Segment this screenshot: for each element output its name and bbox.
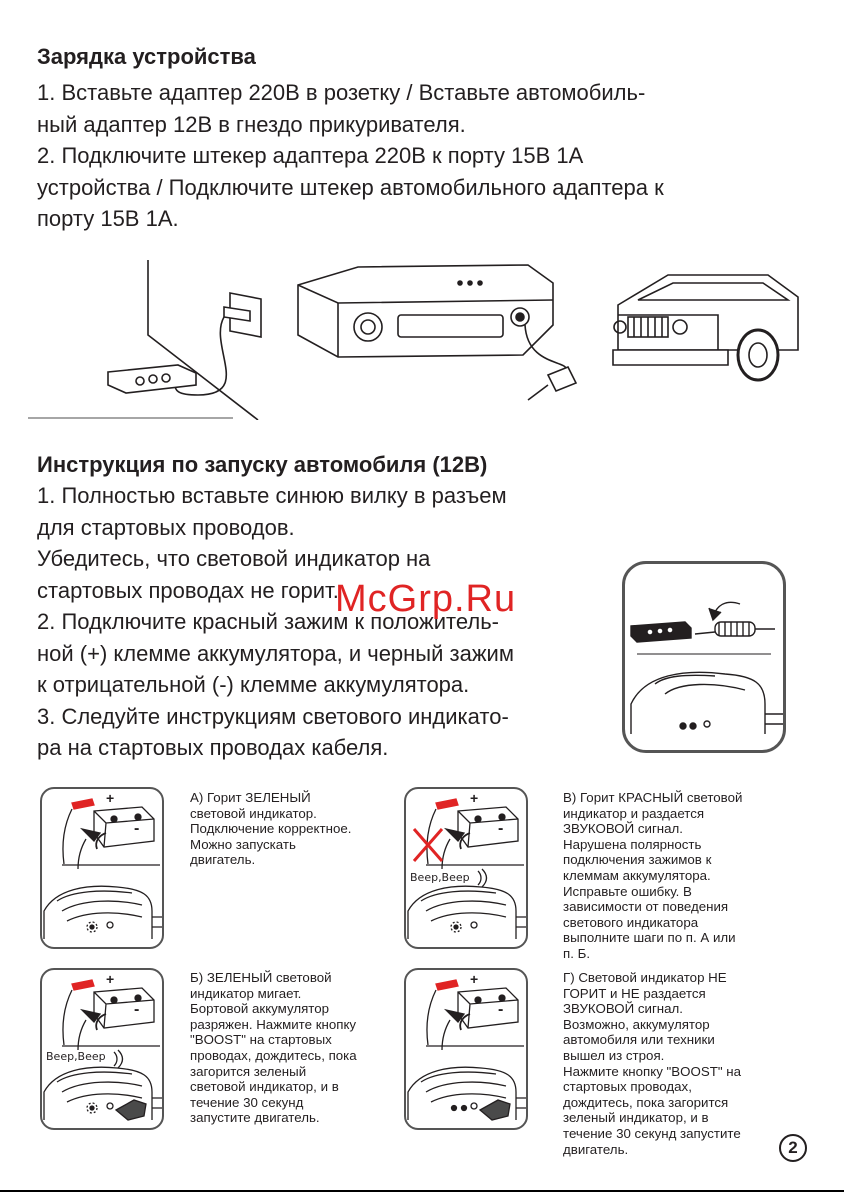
charging-illustration xyxy=(28,255,818,420)
case-a-line: двигатель. xyxy=(190,852,256,868)
case-illustration xyxy=(406,970,526,1128)
adapter-plug xyxy=(224,307,250,321)
case-a-panel xyxy=(40,787,164,949)
section2-line: 2. Подключите красный зажим к положитель- xyxy=(37,609,499,634)
watermark: McGrp.Ru xyxy=(335,578,517,620)
small-device xyxy=(108,365,196,393)
section2-line: 1. Полностью вставьте синюю вилку в разъем xyxy=(37,483,507,508)
case-d-line: стартовых проводах, xyxy=(563,1079,692,1095)
case-a-line: А) Горит ЗЕЛЕНЫЙ xyxy=(190,790,311,805)
case-c-line: клеммам аккумулятора. xyxy=(563,867,711,883)
svg-text:+: + xyxy=(106,790,115,806)
car-drawing xyxy=(613,275,798,380)
case-c-line: Нарушена полярность xyxy=(563,836,702,852)
case-c-line: зависимости от поведения xyxy=(563,899,729,915)
case-d-line: ГОРИТ и НЕ раздается xyxy=(563,985,706,1001)
sound-waves xyxy=(478,869,487,887)
case-c-text xyxy=(563,790,742,962)
section1-line: устройства / Подключите штекер автомобильного адаптера к xyxy=(37,174,664,200)
case-b-line: индикатор мигает. xyxy=(190,985,302,1001)
case-illustration xyxy=(42,970,162,1128)
case-b-panel xyxy=(40,968,164,1130)
case-d-line: автомобиля или техники xyxy=(563,1032,715,1048)
case-b-line: запустите двигатель. xyxy=(190,1110,320,1126)
red-clamp xyxy=(72,980,94,990)
jumper-box xyxy=(408,886,516,939)
section1-body xyxy=(37,77,664,235)
svg-text:-: - xyxy=(498,1001,504,1018)
section1-line: ный адаптер 12В в гнездо прикуривателя. xyxy=(37,111,466,137)
wall-line xyxy=(148,260,258,420)
svg-text:+: + xyxy=(470,971,479,987)
svg-text:+: + xyxy=(106,971,115,987)
case-b-line: течение 30 секунд xyxy=(190,1094,304,1110)
case-c-line: В) Горит КРАСНЫЙ световой xyxy=(563,790,743,805)
case-c-line: Исправьте ошибку. В xyxy=(563,883,692,899)
case-d-line: течение 30 секунд запустите xyxy=(563,1125,741,1141)
case-d-line: Нажмите кнопку "BOOST" на xyxy=(563,1063,741,1079)
case-d-line: вышел из строя. xyxy=(563,1047,665,1063)
svg-text:-: - xyxy=(134,820,140,837)
section2-line: ной (+) клемме аккумулятора, и черный зажим xyxy=(37,640,514,666)
beep-label-b: Beep,Beep xyxy=(46,1050,106,1063)
case-d-line: двигатель. xyxy=(563,1141,629,1157)
battery xyxy=(458,988,518,1028)
case-d-panel xyxy=(404,968,528,1130)
plug-in-illustration xyxy=(625,564,783,750)
plug-in-panel xyxy=(622,561,786,753)
case-b-line: световой индикатор, и в xyxy=(190,1079,339,1095)
case-a-line: Можно запускать xyxy=(190,836,296,852)
section2-line: ра на стартовых проводах кабеля. xyxy=(37,735,389,760)
battery xyxy=(458,807,518,847)
case-d-line: зеленый индикатор, и в xyxy=(563,1110,709,1126)
section2-line: стартовых проводах не горит. xyxy=(37,577,339,603)
section1-line: 1. Вставьте адаптер 220В в розетку / Вставьте автомобиль- xyxy=(37,80,646,105)
section2-line: Убедитесь, что световой индикатор на xyxy=(37,546,431,571)
case-b-line: проводах, дождитесь, пока xyxy=(190,1047,357,1063)
case-d-text xyxy=(563,970,741,1157)
case-a-line: световой индикатор. xyxy=(190,805,317,821)
jumper-box xyxy=(631,672,765,734)
case-b-text xyxy=(190,970,357,1126)
svg-text:-: - xyxy=(498,820,504,837)
red-clamp xyxy=(72,799,94,809)
beep-label-c: Beep,Beep xyxy=(410,871,470,884)
case-d-line: дождитесь, пока загорится xyxy=(563,1094,729,1110)
case-c-line: п. Б. xyxy=(563,945,591,961)
battery xyxy=(94,988,154,1028)
red-clamp xyxy=(436,799,458,809)
case-a-line: Подключение корректное. xyxy=(190,821,352,837)
case-d-line: Г) Световой индикатор НЕ xyxy=(563,970,727,985)
case-c-panel xyxy=(404,787,528,949)
section2-line: к отрицательной (-) клемме аккумулятора. xyxy=(37,672,470,697)
sound-waves xyxy=(114,1050,123,1068)
case-illustration xyxy=(406,789,526,947)
section1-line: 2. Подключите штекер адаптера 220В к порту 15В 1А xyxy=(37,143,584,168)
red-clamp xyxy=(436,980,458,990)
page-number: 2 xyxy=(779,1134,807,1162)
section1-title: Зарядка устройства xyxy=(37,44,256,69)
section2-line: 3. Следуйте инструкциям светового индикато- xyxy=(37,703,509,729)
case-b-line: "BOOST" на стартовых xyxy=(190,1032,332,1048)
car-adapter-plug xyxy=(548,367,576,391)
case-c-line: индикатор и раздается xyxy=(563,805,705,821)
case-d-line: ЗВУКОВОЙ сигнал. xyxy=(563,1001,683,1017)
section1-line: порту 15В 1А. xyxy=(37,206,179,231)
section2-line: для стартовых проводов. xyxy=(37,514,295,540)
case-b-line: Бортовой аккумулятор xyxy=(190,1001,330,1017)
case-c-line: подключения зажимов к xyxy=(563,852,712,868)
svg-text:-: - xyxy=(134,1001,140,1018)
case-c-line: выполните шаги по п. А или xyxy=(563,930,736,946)
case-b-line: разряжен. Нажмите кнопку xyxy=(190,1016,357,1032)
case-b-line: загорится зеленый xyxy=(190,1063,307,1079)
case-d-line: Возможно, аккумулятор xyxy=(563,1016,710,1032)
section2-body xyxy=(37,480,517,764)
case-illustration xyxy=(42,789,162,947)
battery xyxy=(94,807,154,847)
case-a-text xyxy=(190,790,351,868)
case-c-line: ЗВУКОВОЙ сигнал. xyxy=(563,821,683,837)
section2-title: Инструкция по запуску автомобиля (12В) xyxy=(37,452,488,477)
jumper-box xyxy=(44,886,152,939)
case-c-line: светового индикатора xyxy=(563,914,699,930)
svg-text:+: + xyxy=(470,790,479,806)
case-b-line: Б) ЗЕЛЕНЫЙ световой xyxy=(190,970,332,985)
